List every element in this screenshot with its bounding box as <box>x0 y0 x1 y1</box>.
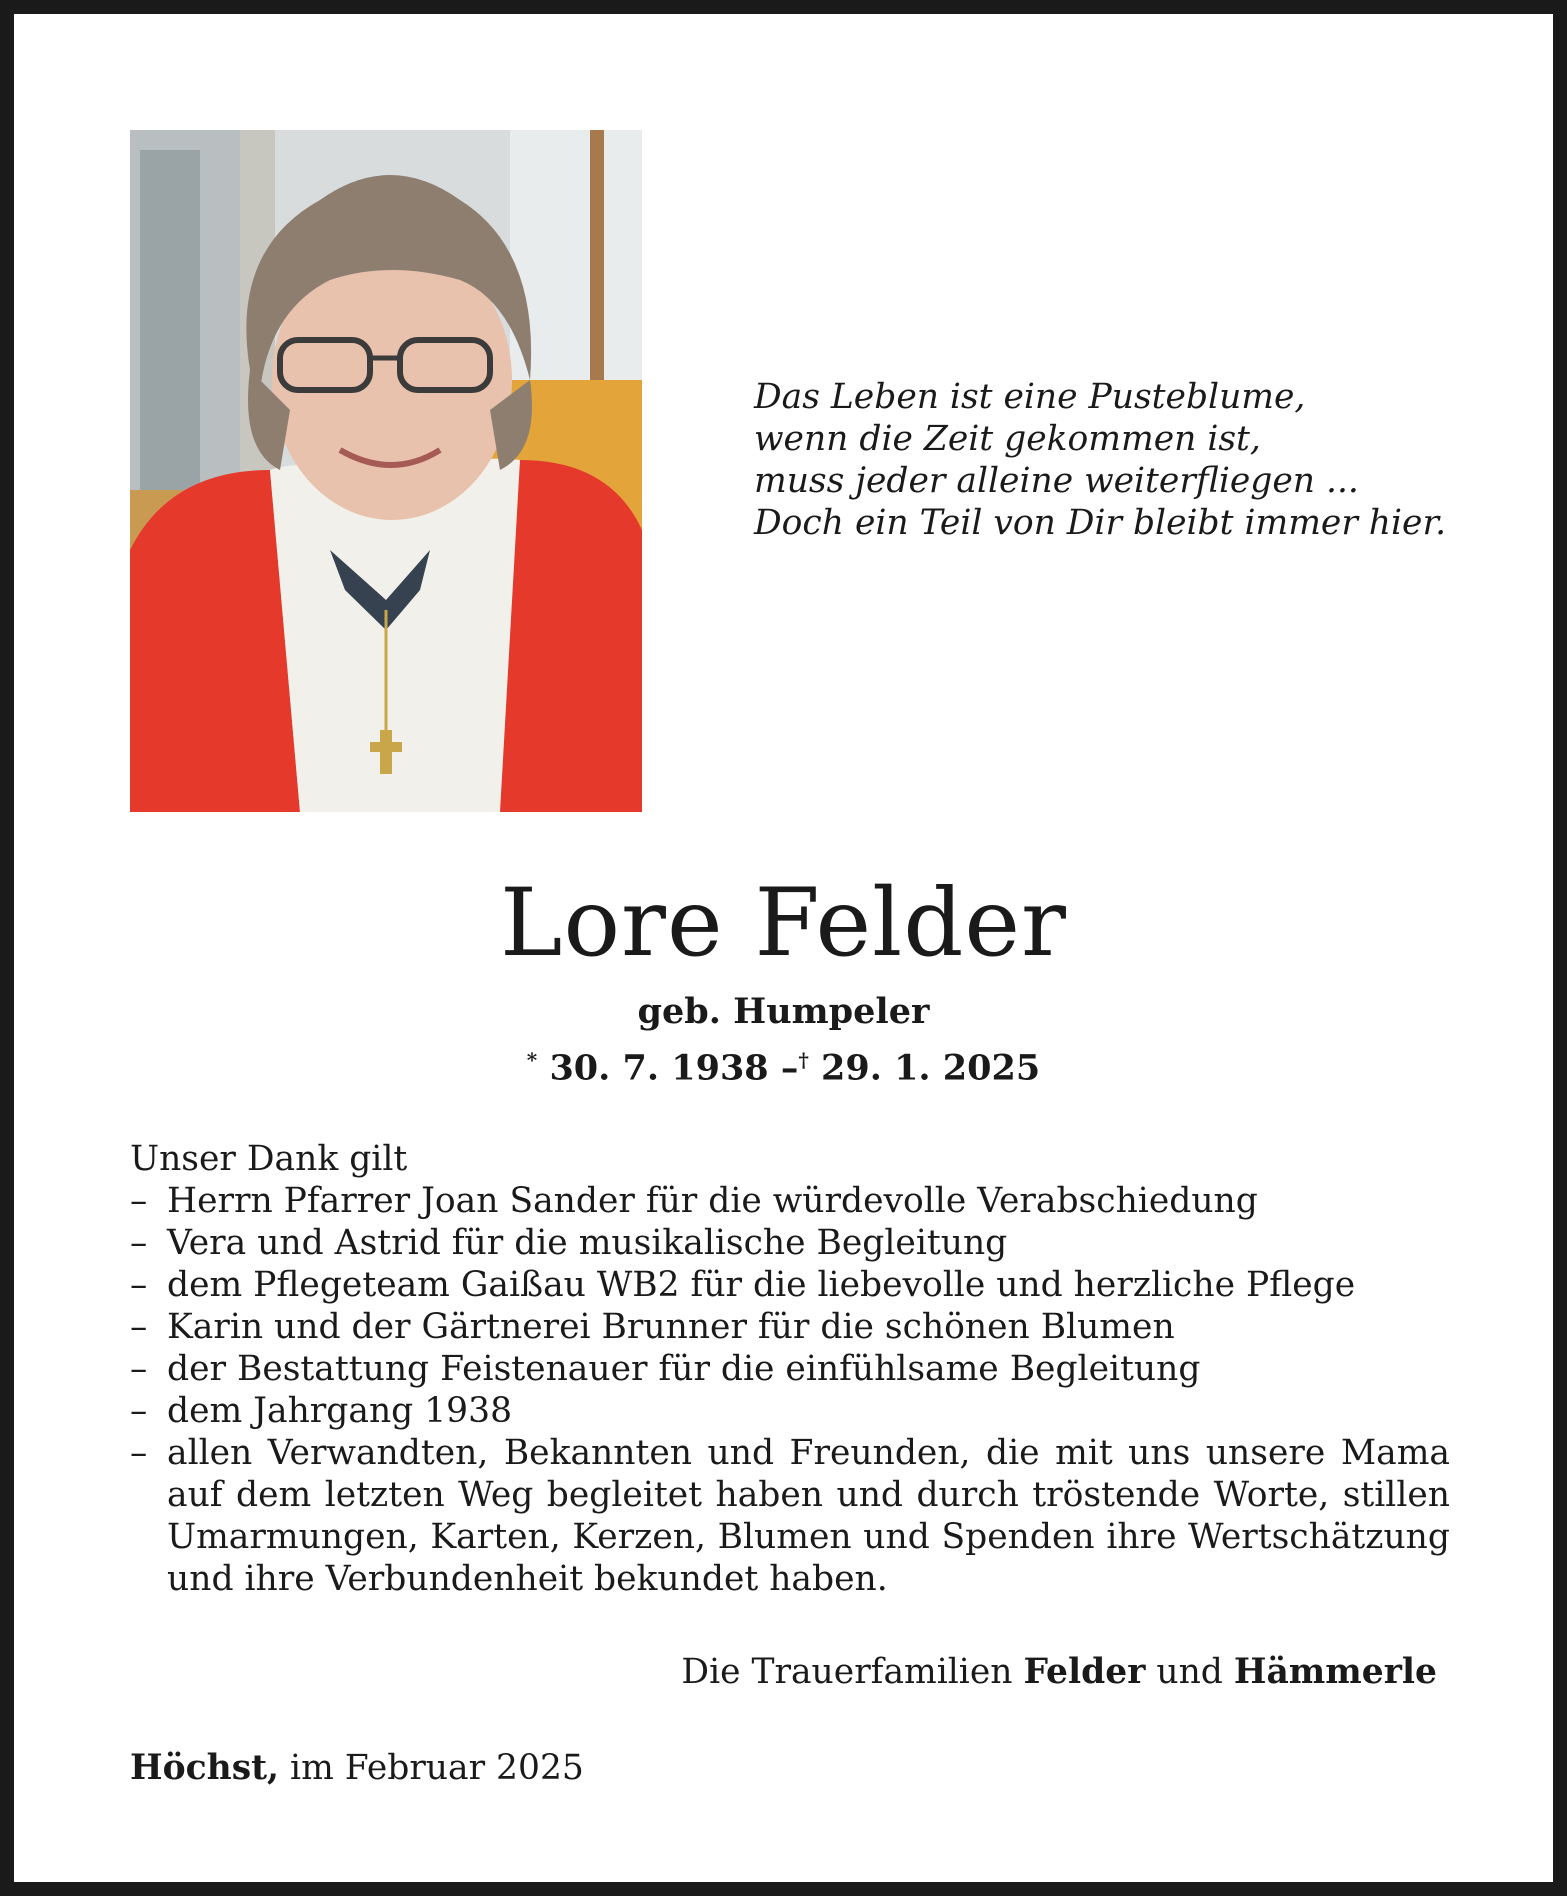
list-item <box>130 1390 1450 1432</box>
list-dash: – <box>130 1391 148 1431</box>
obituary-page <box>14 14 1553 1882</box>
list-item <box>130 1306 1450 1348</box>
poem-line: Das Leben ist eine Pusteblume, <box>754 377 1306 417</box>
thanks-intro: Unser Dank gilt <box>130 1139 408 1179</box>
date-separator: – <box>780 1047 799 1089</box>
poem-line: Doch ein Teil von Dir bleibt immer hier. <box>754 503 1447 543</box>
list-item <box>130 1348 1450 1390</box>
list-dash: – <box>130 1223 148 1263</box>
list-item-text: Karin und der Gärtnerei Brunner für die schönen Blumen <box>167 1307 1175 1347</box>
place-date <box>130 1746 584 1790</box>
list-dash: – <box>130 1181 148 1221</box>
list-item <box>130 1264 1450 1306</box>
list-item-text: der Bestattung Feistenauer für die einfühlsame Begleitung <box>167 1349 1201 1389</box>
death-date: 29. 1. 2025 <box>821 1047 1041 1089</box>
list-item <box>130 1222 1450 1264</box>
poem <box>754 376 1446 544</box>
list-item-text: Herrn Pfarrer Joan Sander für die würdevolle Verabschiedung <box>167 1181 1258 1221</box>
signature-conjunction: und <box>1156 1652 1223 1692</box>
thanks-list <box>130 1180 1450 1600</box>
list-item-text: allen Verwandten, Bekannten und Freunden, die mit uns unsere Mama auf dem letzten Weg begleitet haben und durch tröstende Worte, stillen Umarmungen, Karten, Kerzen, Blumen und Spenden ihre Wertschätzung und ihre Verbundenheit bekundet haben. <box>167 1433 1450 1599</box>
poem-line: muss jeder alleine weiterfliegen ... <box>754 461 1359 501</box>
maiden-name: geb. Humpeler <box>637 991 930 1032</box>
list-dash: – <box>130 1307 148 1347</box>
list-item <box>130 1432 1450 1600</box>
deceased-name: Lore Felder <box>500 869 1067 978</box>
family-name-haemmerle: Hämmerle <box>1233 1652 1437 1692</box>
date-text: im Februar 2025 <box>290 1748 584 1788</box>
birth-symbol: * <box>526 1048 538 1072</box>
signature <box>681 1650 1437 1694</box>
poem-line: wenn die Zeit gekommen ist, <box>754 419 1261 459</box>
list-dash: – <box>130 1433 148 1473</box>
portrait-illustration <box>130 130 642 812</box>
portrait-photo <box>130 130 642 812</box>
place-name: Höchst, <box>130 1748 280 1788</box>
list-dash: – <box>130 1265 148 1305</box>
life-dates <box>14 1038 1553 1091</box>
list-item-text: dem Pflegeteam Gaißau WB2 für die liebevolle und herzliche Pflege <box>167 1265 1356 1305</box>
list-dash: – <box>130 1349 148 1389</box>
list-item-text: dem Jahrgang 1938 <box>167 1391 513 1431</box>
signature-prefix: Die Trauerfamilien <box>681 1652 1013 1692</box>
birth-date: 30. 7. 1938 <box>549 1047 769 1089</box>
list-item <box>130 1180 1450 1222</box>
list-item-text: Vera und Astrid für die musikalische Begleitung <box>167 1223 1008 1263</box>
family-name-felder: Felder <box>1023 1652 1146 1692</box>
death-symbol: † <box>798 1048 809 1072</box>
